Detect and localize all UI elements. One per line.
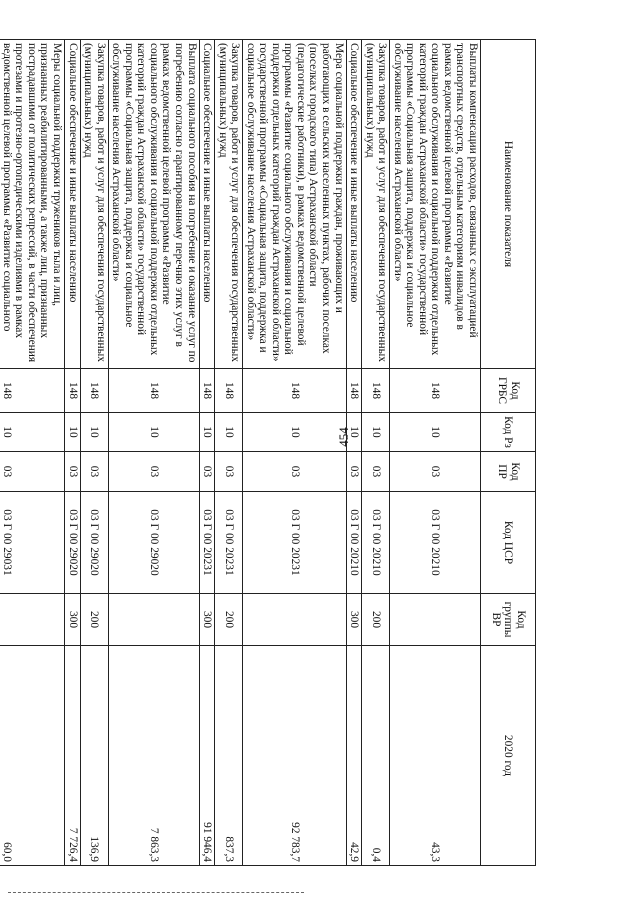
cell-value: 136,9	[80, 646, 108, 866]
cell-vr: 300	[199, 594, 215, 646]
cell-vr: 200	[215, 594, 243, 646]
cell-rz: 10	[390, 413, 481, 452]
cell-pr: 03	[215, 452, 243, 492]
cell-value: 60,0	[0, 646, 65, 866]
cell-grbs: 148	[215, 369, 243, 413]
cell-rz: 10	[80, 413, 108, 452]
cell-grbs: 148	[362, 369, 390, 413]
cell-rz: 10	[346, 413, 362, 452]
cell-name: Социальное обеспечение и иные выплаты населению	[199, 40, 215, 369]
cell-rz: 10	[0, 413, 65, 452]
header-row	[481, 40, 536, 866]
table-row	[80, 40, 108, 866]
cell-name: Меры социальной поддержки тружеников тыла и лиц, признанных реабилитированными, а также лиц, признанных пострадавшими от политических репрессий, в части обеспечения протезами и протезно-ортопедическими изделиями в рамках ведомственной целевой программы «Развитие социального	[0, 40, 65, 369]
cell-grbs: 148	[80, 369, 108, 413]
cell-pr: 03	[199, 452, 215, 492]
cell-vr	[390, 594, 481, 646]
cell-name: Выплаты компенсации расходов, связанных с эксплуатацией транспортных средств, отдельным категориям инвалидов в рамках ведомственной целевой программы «Развитие социального обслуживания и социальной поддержки отдельных категорий граждан Астраханской области» государственной программы «Социальная защита, поддержка и социальное обслуживание населения Астраханской области»	[390, 40, 481, 369]
cell-pr: 03	[362, 452, 390, 492]
header-grbs: Код ГРБС	[481, 369, 536, 413]
cell-value: 837,3	[215, 646, 243, 866]
cell-pr: 03	[0, 452, 65, 492]
cell-grbs: 148	[243, 369, 346, 413]
cell-value: 7 863,3	[108, 646, 199, 866]
table-row	[215, 40, 243, 866]
budget-table	[0, 39, 536, 866]
cell-value: 43,3	[390, 646, 481, 866]
cell-vr: 200	[80, 594, 108, 646]
header-csr: Код ЦСР	[481, 492, 536, 594]
cell-csr: 03 Г 00 20210	[346, 492, 362, 594]
scan-edge-line	[8, 892, 304, 893]
cell-csr: 03 Г 00 29031	[0, 492, 65, 594]
table-row	[346, 40, 362, 866]
header-rz: Код Рз	[481, 413, 536, 452]
cell-value: 7 726,4	[65, 646, 81, 866]
header-vr: Код группы ВР	[481, 594, 536, 646]
cell-vr	[243, 594, 346, 646]
cell-grbs: 148	[65, 369, 81, 413]
cell-value: 42,9	[346, 646, 362, 866]
cell-vr: 300	[65, 594, 81, 646]
cell-name: Социальное обеспечение и иные выплаты населению	[346, 40, 362, 369]
cell-pr: 03	[390, 452, 481, 492]
cell-csr: 03 Г 00 20231	[243, 492, 346, 594]
cell-rz: 10	[65, 413, 81, 452]
cell-name: Выплата социального пособия на погребение и оказание услуг по погребению согласно гарантированному перечню этих услуг в рамках ведомственной целевой программы «Развитие социального обслуживания и социальной поддержки отдельных категорий граждан Астраханской области» государственной программы «Социальная защита, поддержка и социальное обслуживание населения Астраханской области»	[108, 40, 199, 369]
cell-vr: 200	[362, 594, 390, 646]
cell-pr: 03	[346, 452, 362, 492]
cell-vr	[108, 594, 199, 646]
table-row	[65, 40, 81, 866]
cell-value: 91 946,4	[199, 646, 215, 866]
cell-csr: 03 Г 00 29020	[65, 492, 81, 594]
cell-pr: 03	[243, 452, 346, 492]
cell-name: Закупка товаров, работ и услуг для обеспечения государственных (муниципальных) нужд	[362, 40, 390, 369]
table-row	[243, 40, 346, 866]
header-pr: Код ПР	[481, 452, 536, 492]
cell-rz: 10	[108, 413, 199, 452]
cell-value: 0,4	[362, 646, 390, 866]
cell-name: Мера социальной поддержки граждан, проживающих и работающих в сельских населенных пунктах, рабочих поселках (поселках городского типа) Астраханской области (педагогические работники), в рамках ведомственной целевой программы «Развитие социального обслуживания и социальной поддержки отдельных категорий граждан Астраханской области» государственной программы «Социальная защита, поддержка и социальное обслуживание населения Астраханской области»	[243, 40, 346, 369]
table-row	[362, 40, 390, 866]
cell-csr: 03 Г 00 29020	[80, 492, 108, 594]
cell-csr: 03 Г 00 20231	[215, 492, 243, 594]
cell-pr: 03	[65, 452, 81, 492]
header-name: Наименование показателя	[481, 40, 536, 369]
cell-name: Закупка товаров, работ и услуг для обеспечения государственных (муниципальных) нужд	[80, 40, 108, 369]
cell-name: Закупка товаров, работ и услуг для обеспечения государственных (муниципальных) нужд	[215, 40, 243, 369]
cell-pr: 03	[108, 452, 199, 492]
table-row	[199, 40, 215, 866]
cell-rz: 10	[215, 413, 243, 452]
cell-csr: 03 Г 00 20210	[390, 492, 481, 594]
cell-grbs: 148	[0, 369, 65, 413]
page-number: 454	[336, 427, 351, 447]
cell-grbs: 148	[199, 369, 215, 413]
cell-vr	[0, 594, 65, 646]
header-year: 2020 год	[481, 646, 536, 866]
table-row	[390, 40, 481, 866]
cell-pr: 03	[80, 452, 108, 492]
table-row	[0, 40, 65, 866]
cell-csr: 03 Г 00 20210	[362, 492, 390, 594]
cell-csr: 03 Г 00 29020	[108, 492, 199, 594]
cell-value: 92 783,7	[243, 646, 346, 866]
cell-rz: 10	[199, 413, 215, 452]
cell-grbs: 148	[108, 369, 199, 413]
cell-vr: 300	[346, 594, 362, 646]
rotated-table-container	[0, 39, 536, 865]
cell-csr: 03 Г 00 20231	[199, 492, 215, 594]
cell-grbs: 148	[346, 369, 362, 413]
cell-rz: 10	[243, 413, 346, 452]
cell-name: Социальное обеспечение и иные выплаты населению	[65, 40, 81, 369]
table-row	[108, 40, 199, 866]
cell-grbs: 148	[390, 369, 481, 413]
cell-rz: 10	[362, 413, 390, 452]
